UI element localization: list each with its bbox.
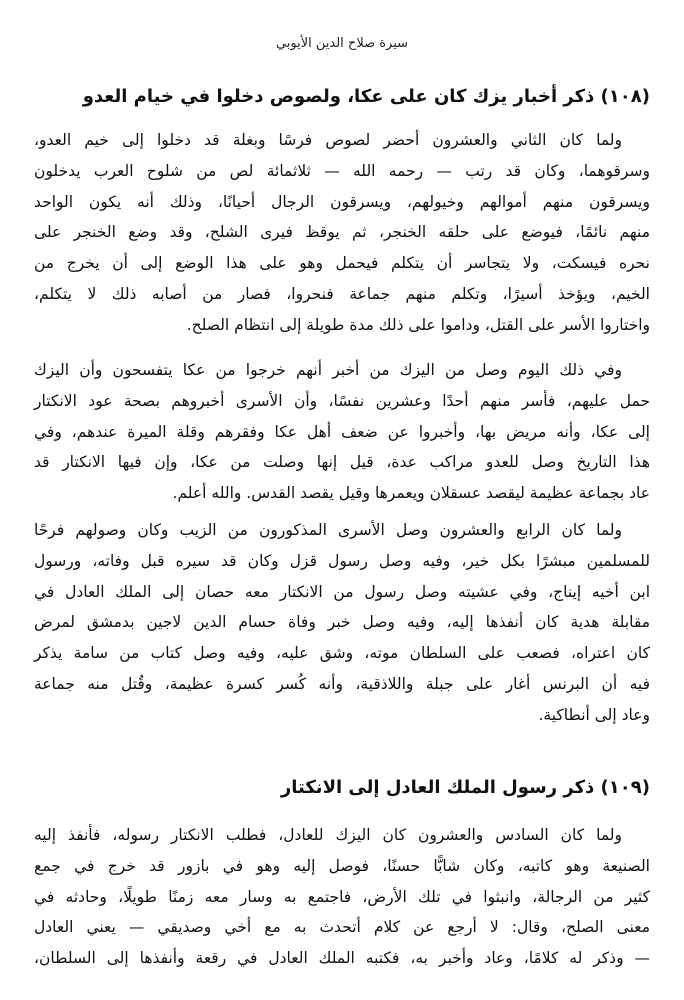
section-heading-109: (١٠٩) ذكر رسول الملك العادل إلى الانكتار — [280, 777, 650, 798]
text-line: للمسلمين مبشرًا بكل خير، وفيه وصل رسول قزل وكان قد سيره قبل وفاته، ورسول — [34, 551, 650, 570]
text-line: ولما كان الرابع والعشرون وصل الأسرى المذكورون من الزيب وكان وصولهم فرحًا — [34, 521, 622, 539]
section-heading-108: (١٠٨) ذكر أخبار يزك كان على عكا، ولصوص دخلوا في خيام العدو — [82, 86, 650, 107]
text-line: ويسرقون منهم أموالهم وخيولهم، ويسرقون الرجال أحيانًا، وذلك أنه يكون الواحد — [34, 192, 650, 211]
paragraph — [34, 515, 650, 731]
text-line: معنى الصلح، وقال: لا أرجع عن كلام أتحدث به مع أخي وصديقي — يعني العادل — [34, 918, 650, 937]
text-line: عاد بجماعة عظيمة ليقصد عسقلان ويعمرها وقيل يقصد القدس. والله أعلم. — [172, 484, 650, 503]
text-line: ولما كان السادس والعشرون كان اليزك للعادل، فطلب الانكتار رسوله، فأنفذ إليه — [34, 826, 622, 844]
text-line: نحره فيسكت، ولا يتجاسر أن يتكلم فيحمل وهو على هذا الوضع إلى أن يخرج من — [34, 254, 650, 273]
text-line: ابن أخيه إيناج، وفي عشيته وصل رسول من الانكتار معه حصان إلى الملك العادل في — [34, 582, 650, 601]
text-line: ولما كان الثاني والعشرون أحضر لصوص فرسًا وبغلة قد دخلوا إلى خيم العدو، — [34, 131, 622, 149]
text-line: هذا التاريخ وصل للعدو مراكب عدة، قيل إنها وصلت من عكا، وإن فيها الانكتار قد — [34, 453, 650, 472]
text-line: وعاد إلى أنطاكية. — [538, 705, 650, 724]
text-line: مقابلة هدية كان أنفذها إليه، وفيه وصل خبر وفاة حسام الدين لاجين بدمشق لمرض — [34, 613, 650, 632]
paragraph — [34, 820, 650, 974]
text-line: وفي ذلك اليوم وصل من اليزك من أخبر أنهم خرجوا من عكا يتفسحون وأن اليزك — [34, 361, 622, 379]
text-line: فيه أن البرنس أغار على جبلة واللاذقية، وأنه كُسر كسرة عظيمة، وقُتل منه جماعة — [34, 674, 650, 693]
text-line: وسرقوهما، وكان قد رتب — رحمه الله — ثلاثمائة لص من شلوح العرب يدخلون — [34, 161, 650, 180]
text-line: إلى عكا، وأنه مريض بها، وأخبروا عن ضعف أهل عكا وفقرهم وقلة الميرة عندهم، وفي — [34, 422, 650, 441]
paragraph — [34, 125, 650, 341]
text-line: — وذكر له كلامًا، وعاد وأخبر به، فكتبه الملك العادل في رقعة وأنفذها إلى السلطان، — [34, 949, 650, 968]
text-line: الخيم، ويؤخذ أسيرًا، وتكلم منهم جماعة فنحروا، فصار من أصابه ذلك لا يتكلم، — [34, 284, 650, 303]
text-line: واختاروا الأسر على القتل، وداموا على ذلك مدة طويلة إلى انتظام الصلح. — [186, 315, 650, 334]
text-line: منهم نائمًا، فيوضع على حلقه الخنجر، ثم يوقظ فيرى الشلح، وقد وضع الخنجر على — [34, 223, 650, 242]
running-header: سيرة صلاح الدين الأيوبي — [275, 36, 409, 51]
text-line: كان اعتراه، فصعب على السلطان موته، وشق عليه، وفيه وصل كتاب من سامة يذكر — [34, 644, 650, 663]
text-line: الصنيعة وهو كاتبه، وكان شابًّا حسنًا، فوصل إليه وهو في بازور قد خرج في جمع — [34, 856, 650, 875]
paragraph — [34, 355, 650, 509]
text-line: كثير من الرجالة، وانبثوا في تلك الأرض، فاجتمع به وسار معه زمنًا طويلًا، وحادثه في — [34, 887, 650, 906]
text-line: حمل عليهم، فأسر منهم أحدًا وعشرين نفسًا، وأن الأسرى أخبروهم بصحة عود الانكتار — [34, 391, 650, 410]
